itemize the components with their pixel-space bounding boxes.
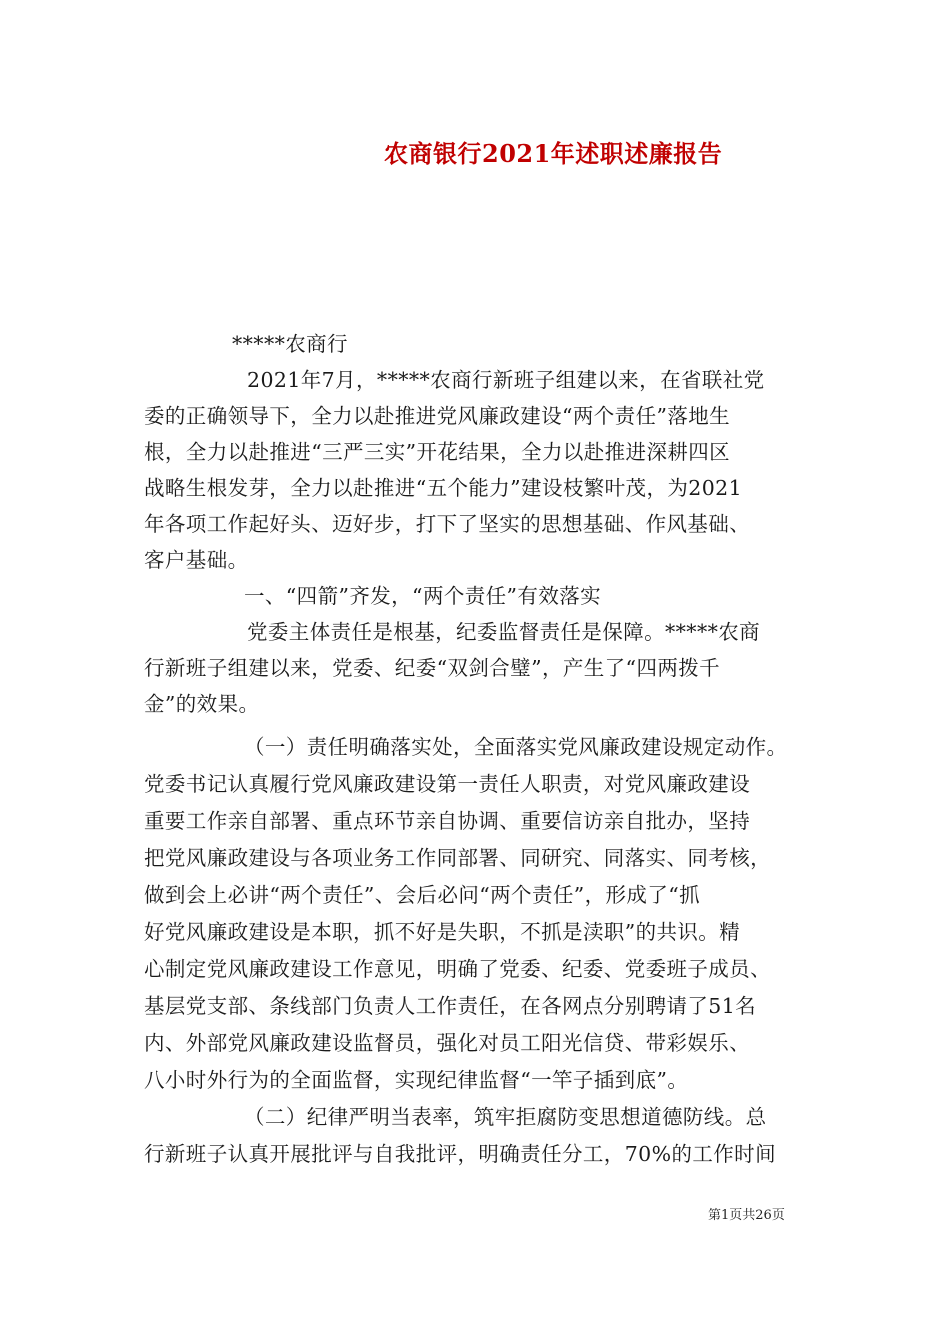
- line-10: 金”的效果。: [144, 692, 260, 716]
- document-title: 农商银行2021年述职述廉报告: [384, 139, 723, 168]
- subsection-heading-1: （一）责任明确落实处，全面落实党风廉政建设规定动作。: [244, 735, 788, 759]
- line-18: 基层党支部、条线部门负责人工作责任，在各网点分别聘请了51名: [144, 994, 757, 1018]
- line-8: 党委主体责任是根基，纪委监督责任是保障。*****农商: [247, 620, 761, 644]
- section-heading-1: 一、“四箭”齐发，“两个责任”有效落实: [244, 584, 602, 608]
- line-5: 年各项工作起好头、迈好步，打下了坚实的思想基础、作风基础、: [144, 512, 751, 536]
- line-3: 根，全力以赴推进“三严三实”开花结果，全力以赴推进深耕四区: [144, 440, 731, 464]
- line-2: 委的正确领导下，全力以赴推进党风廉政建设“两个责任”落地生: [144, 404, 731, 428]
- line-15: 做到会上必讲“两个责任”、会后必问“两个责任”，形成了“抓: [144, 883, 700, 907]
- line-13: 重要工作亲自部署、重点环节亲自协调、重要信访亲自批办，坚持: [144, 809, 751, 833]
- line-9: 行新班子组建以来，党委、纪委“双剑合璧”，产生了“四两拨千: [144, 656, 721, 680]
- line-14: 把党风廉政建设与各项业务工作同部署、同研究、同落实、同考核，: [144, 846, 771, 870]
- line-12: 党委书记认真履行党风廉政建设第一责任人职责，对党风廉政建设: [144, 772, 751, 796]
- line-6: 客户基础。: [144, 548, 249, 572]
- line-20: 八小时外行为的全面监督，实现纪律监督“一竿子插到底”。: [144, 1068, 689, 1092]
- line-16: 好党风廉政建设是本职，抓不好是失职，不抓是渎职”的共识。精: [144, 920, 741, 944]
- line-19: 内、外部党风廉政建设监督员，强化对员工阳光信贷、带彩娱乐、: [144, 1031, 751, 1055]
- line-22: 行新班子认真开展批评与自我批评，明确责任分工，70%的工作时间: [144, 1142, 776, 1166]
- line-17: 心制定党风廉政建设工作意见，明确了党委、纪委、党委班子成员、: [144, 957, 771, 981]
- line-org: *****农商行: [232, 332, 348, 356]
- line-4: 战略生根发芽，全力以赴推进“五个能力”建设枝繁叶茂，为2021: [144, 476, 743, 500]
- line-1: 2021年7月，*****农商行新班子组建以来，在省联社党: [247, 368, 765, 392]
- page-number: 第1页共26页: [708, 1208, 785, 1223]
- subsection-heading-2: （二）纪律严明当表率，筑牢拒腐防变思想道德防线。总: [244, 1105, 767, 1129]
